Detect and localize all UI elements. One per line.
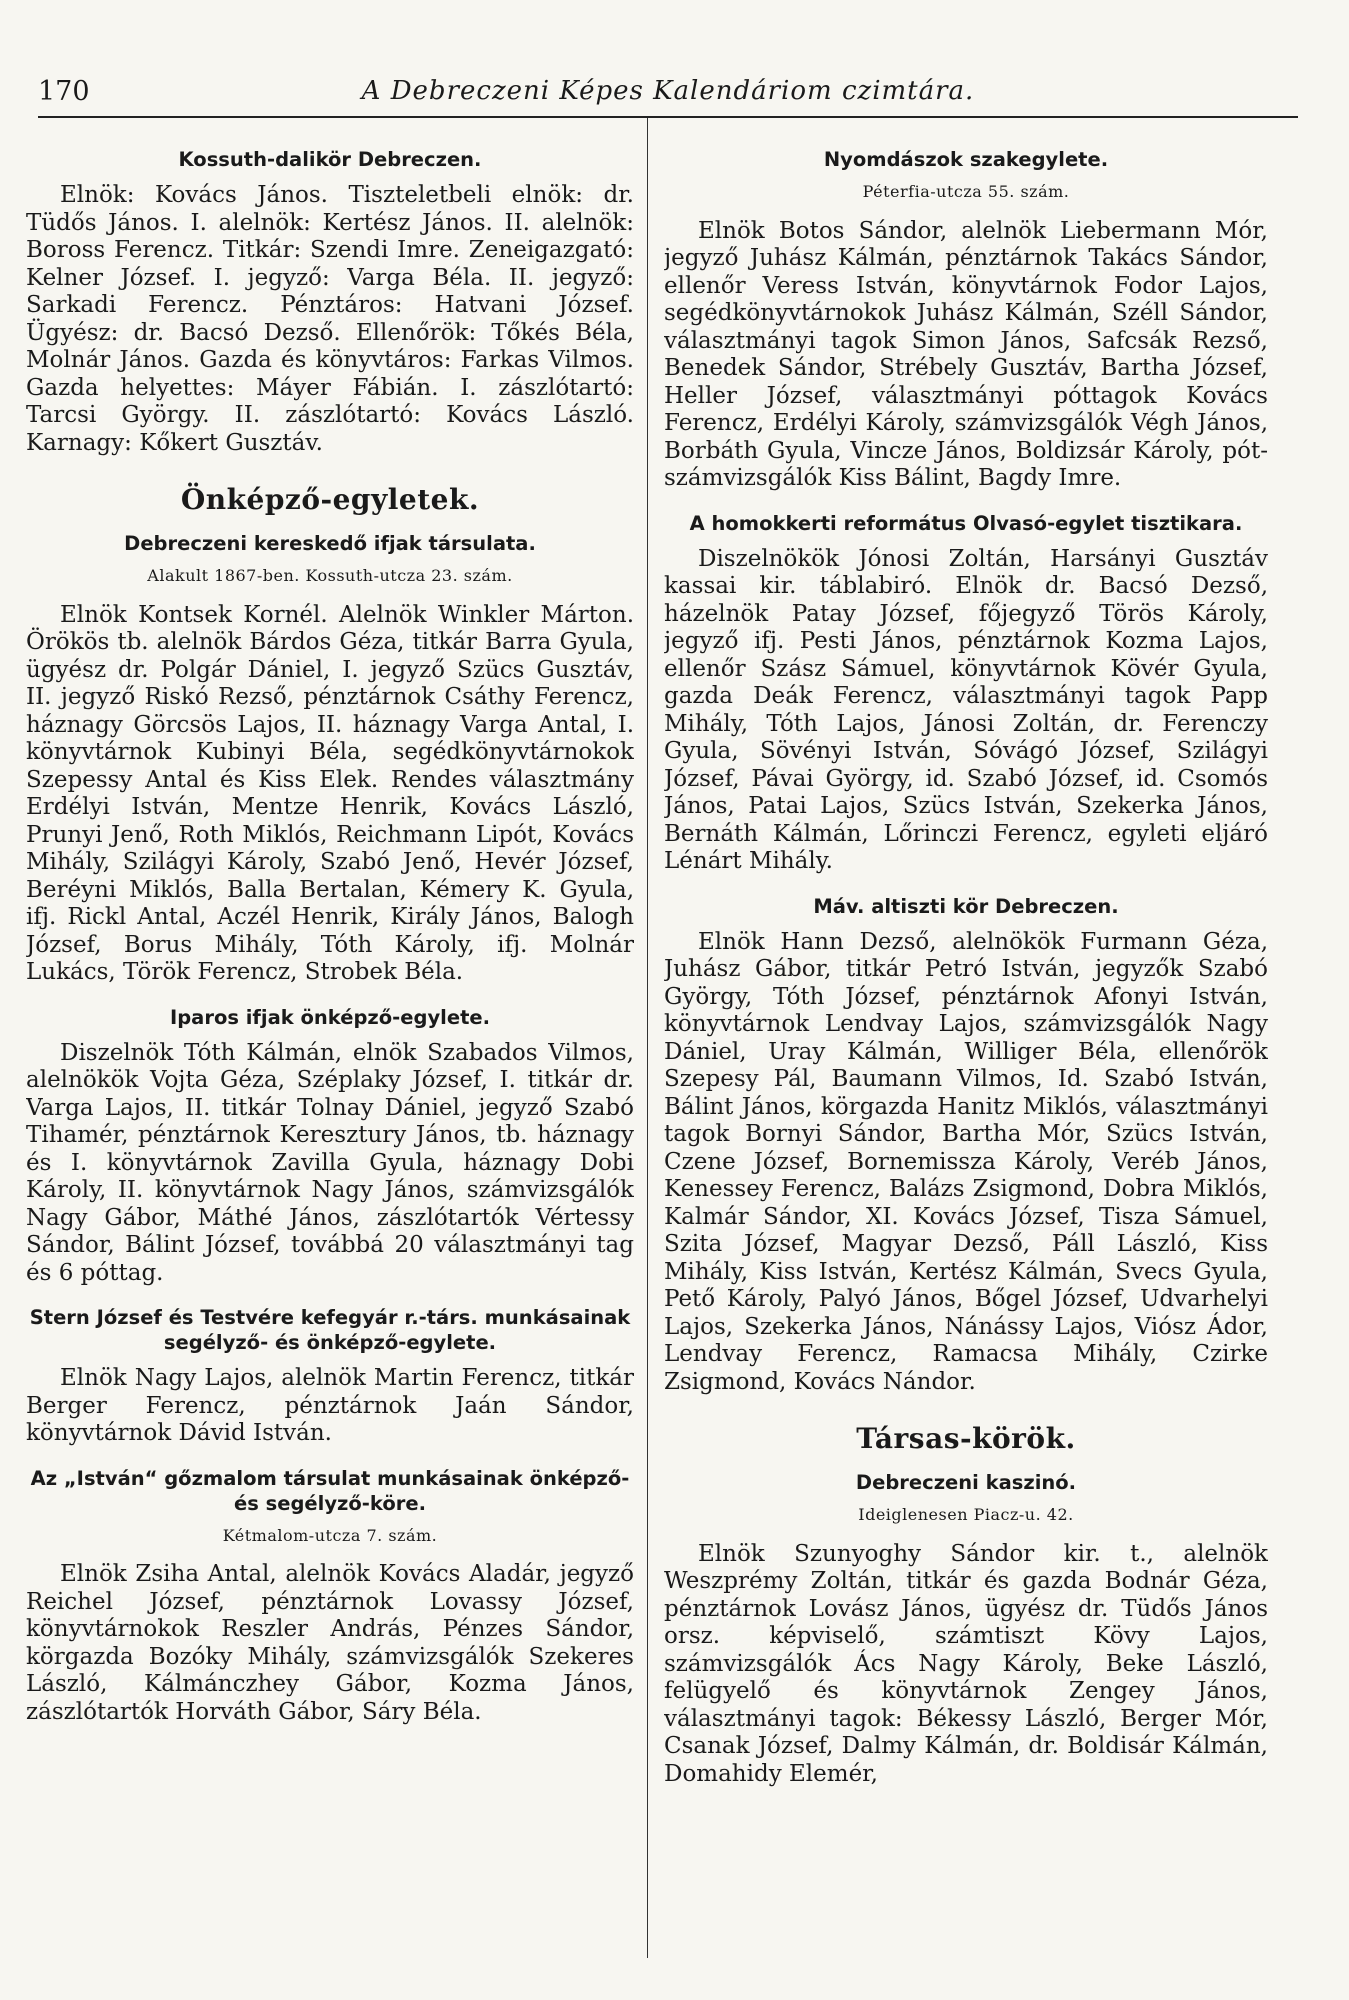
organization-title: Az „István“ gőzmalom társulat munkásainak önképző- és segélyző-köre.	[30, 1466, 630, 1515]
organization-members: Diszelnökök Jónosi Zoltán, Harsányi Gusztáv kassai kir. táblabiró. Elnök dr. Bacsó Dezső, házelnök Patay József, főjegyző Törös Károly, jegyző ifj. Pesti János, pénztárnok Kozma Lajos, ellenőr Szász Sámuel, könyvtárnok Kövér Gyula, gazda Deák Ferencz, választmányi tagok Papp Mihály, Tóth Lajos, Jánosi Zoltán, dr. Ferenczy Gyula, Sövényi István, Sóvágó József, Szilágyi József, Pávai György, id. Szabó József, id. Csomós János, Patai Lajos, Szücs István, Szekerka János, Bernáth Kálmán, Lőrinczi Ferencz, egyleti eljáró Lénárt Mihály.	[664, 545, 1268, 874]
organization-address: Alakult 1867-ben. Kossuth-utcza 23. szám.	[147, 566, 513, 585]
organization-address: Ideiglenesen Piacz-u. 42.	[858, 1505, 1074, 1524]
organization-title: Kossuth-dalikör Debreczen.	[178, 148, 482, 171]
running-title: A Debreczeni Képes Kalendáriom czimtára.	[361, 76, 975, 106]
right-column	[664, 135, 1268, 1970]
organization-members: Elnök: Kovács János. Tiszteletbeli elnök: dr. Tüdős János. I. alelnök: Kertész János. II. alelnök: Boross Ferencz. Titkár: Szendi Imre. Zeneigazgató: Kelner József. I. jegyző: Varga Béla. II. jegyző: Sarkadi Ferencz. Pénztáros: Hatvani József. Ügyész: dr. Bacsó Dezső. Ellenőrök: Tőkés Béla, Molnár János. Gazda és könyvtáros: Farkas Vilmos. Gazda helyettes: Máyer Fábián. I. zászlótartó: Tarcsi György. II. zászlótartó: Kovács László. Karnagy: Kőkert Gusztáv.	[26, 182, 634, 456]
organization-title: Debreczeni kaszinó.	[855, 1471, 1077, 1494]
organization-members: Elnök Botos Sándor, alelnök Liebermann Mór, jegyző Juhász Kálmán, pénztárnok Takács Sándor, ellenőr Veress István, könyvtárnok Fodor Lajos, segédkönyvtárnokok Juhász Kálmán, Széll Sándor, választmányi tagok Simon János, Safcsák Rezső, Benedek Sándor, Strébely Gusztáv, Bartha József, Heller József, választmányi póttagok Kovács Ferencz, Erdélyi Károly, számvizsgálók Végh János, Borbáth Gyula, Vincze János, Boldizsár Károly, pót-számvizsgálók Kiss Bálint, Bagdy Imre.	[664, 217, 1268, 491]
organization-address: Péterfia-utcza 55. szám.	[862, 182, 1070, 201]
left-column	[26, 135, 634, 1970]
organization-title: Stern József és Testvére kefegyár r.-társ. munkásainak segélyző- és önképző-egylete.	[29, 1306, 631, 1354]
organization-members: Elnök Zsiha Antal, alelnök Kovács Aladár, jegyző Reichel József, pénztárnok Lovassy József, könyvtárnokok Reszler András, Pénzes Sándor, körgazda Bozóky Mihály, számvizsgálók Szekeres László, Kálmánczhey Gábor, Kozma János, zászlótartók Horváth Gábor, Sáry Béla.	[26, 1561, 634, 1725]
organization-members: Elnök Hann Dezső, alelnökök Furmann Géza, Juhász Gábor, titkár Petró István, jegyzők Szabó György, Tóth József, pénztárnok Afonyi István, könyvtárnok Lendvay Lajos, számvizsgálók Nagy Dániel, Uray Kálmán, Williger Béla, ellenőrök Szepesy Pál, Baumann Vilmos, Id. Szabó István, Bálint János, körgazda Hanitz Miklós, választmányi tagok Bornyi Sándor, Bartha Mór, Szücs István, Czene József, Bornemissza Károly, Veréb János, Kenessey Ferencz, Balázs Zsigmond, Dobra Miklós, Kalmár Sándor, XI. Kovács József, Tisza Sámuel, Szita József, Magyar Dezső, Páll László, Kiss Mihály, Kiss István, Kertész Kálmán, Svecs Gyula, Pető Károly, Palyó János, Bőgel József, Udvarhelyi Lajos, Szekerka János, Nánássy Lajos, Viósz Ádor, Lendvay Ferencz, Ramacsa Mihály, Czirke Zsigmond, Kovács Nándor.	[664, 928, 1268, 1395]
page-number: 170	[38, 76, 90, 107]
section-heading: Önképző-egyletek.	[180, 483, 480, 516]
column-divider	[647, 118, 648, 1958]
organization-title: Debreczeni kereskedő ifjak társulata.	[124, 532, 536, 555]
organization-title: Máv. altiszti kör Debreczen.	[813, 894, 1119, 918]
organization-title: Iparos ifjak önképző-egylete.	[169, 1005, 491, 1029]
page-header	[38, 72, 1298, 118]
section-heading: Társas-körök.	[856, 1422, 1076, 1455]
organization-members: Elnök Nagy Lajos, alelnök Martin Ferencz, titkár Berger Ferencz, pénztárnok Jaán Sándor, könyvtárnok Dávid István.	[26, 1365, 634, 1446]
organization-members: Diszelnök Tóth Kálmán, elnök Szabados Vilmos, alelnökök Vojta Géza, Széplaky József, I. titkár dr. Varga Lajos, II. titkár Tolnay Dániel, jegyző Szabó Tihamér, pénztárnok Keresztury János, tb. háznagy és I. könyvtárnok Zavilla Gyula, háznagy Dobi Károly, II. könyvtárnok Nagy János, számvizsgálók Nagy Gábor, Máthé János, zászlótartók Vértessy Sándor, Bálint József, továbbá 20 választmányi tag és 6 póttag.	[26, 1039, 634, 1286]
organization-members: Elnök Kontsek Kornél. Alelnök Winkler Márton. Örökös tb. alelnök Bárdos Géza, titkár Barra Gyula, ügyész dr. Polgár Dániel, I. jegyző Szücs Gusztáv, II. jegyző Riskó Rezső, pénztárnok Csáthy Ferencz, háznagy Görcsös Lajos, II. háznagy Varga Antal, I. könyvtárnok Kubinyi Béla, segédkönyvtárnokok Szepessy Antal és Kiss Elek. Rendes választmány Erdélyi István, Mentze Henrik, Kovács László, Prunyi Jenő, Roth Miklós, Reichmann Lipót, Kovács Mihály, Szilágyi Károly, Szabó Jenő, Hevér József, Beréyni Miklós, Balla Bertalan, Kémery K. Gyula, ifj. Rickl Antal, Aczél Henrik, Király János, Balogh József, Borus Mihály, Tóth Károly, ifj. Molnár Lukács, Török Ferencz, Strobek Béla.	[26, 601, 634, 985]
organization-title: A homokkerti református Olvasó-egylet tisztikara.	[689, 511, 1243, 535]
organization-members: Elnök Szunyoghy Sándor kir. t., alelnök Weszprémy Zoltán, titkár és gazda Bodnár Géza, pénztárnok Lovász János, ügyész dr. Tüdős János orsz. képviselő, számtiszt Kövy Lajos, számvizsgálók Ács Nagy Károly, Beke László, felügyelő és könyvtárnok Zengey János, választmányi tagok: Békessy László, Berger Mór, Csanak József, Dalmy Kálmán, dr. Boldisár Kálmán, Domahidy Elemér,	[664, 1540, 1268, 1787]
organization-title: Nyomdászok szakegylete.	[823, 148, 1109, 171]
organization-address: Kétmalom-utcza 7. szám.	[222, 1525, 438, 1545]
